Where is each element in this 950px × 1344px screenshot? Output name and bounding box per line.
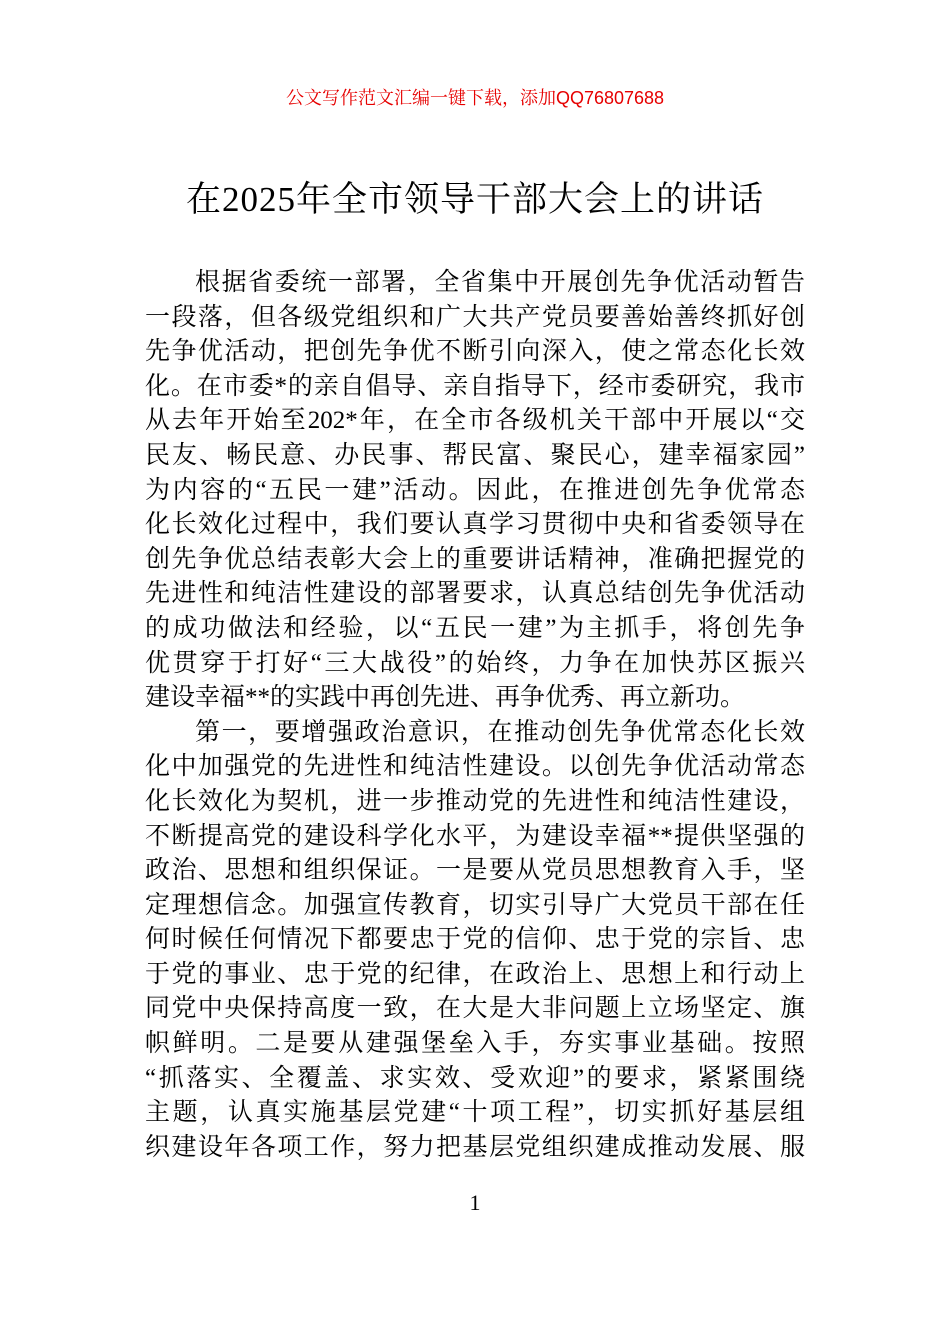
text-line: 定理想信念。加强宣传教育，切实引导广大党员干部在任: [145, 891, 805, 919]
text-line: 第一，要增强政治意识，在推动创先争优常态化长效: [195, 718, 805, 746]
text-line: 何时候任何情况下都要忠于党的信仰、忠于党的宗旨、忠: [145, 926, 805, 954]
text-line: 优贯穿于打好“三大战役”的始终，力争在加快苏区振兴: [145, 649, 805, 677]
text-line: 先争优活动，把创先争优不断引向深入，使之常态化长效: [145, 338, 805, 366]
text-line: 于党的事业、忠于党的纪律，在政治上、思想上和行动上: [145, 960, 805, 988]
text-line: 一段落，但各级党组织和广大共产党员要善始善终抓好创: [145, 303, 805, 331]
page-number: 1: [469, 1190, 481, 1215]
text-line: 帜鲜明。二是要从建强堡垒入手，夯实事业基础。按照: [145, 1030, 805, 1058]
text-line: 创先争优总结表彰大会上的重要讲话精神，准确把握党的: [145, 545, 805, 573]
text-line: 从去年开始至202*年，在全市各级机关干部中开展以“交: [145, 407, 805, 435]
text-line: 主题，认真实施基层党建“十项工程”，切实抓好基层组: [145, 1099, 805, 1127]
text-line: 同党中央保持高度一致，在大是大非问题上立场坚定、旗: [145, 995, 805, 1023]
text-line: 化中加强党的先进性和纯洁性建设。以创先争优活动常态: [145, 753, 805, 781]
document-title: 在2025年全市领导干部大会上的讲话: [185, 180, 764, 219]
text-line: 民友、畅民意、办民事、帮民富、聚民心，建幸福家园”: [145, 441, 805, 469]
paragraph-2: [145, 716, 805, 1166]
text-line: 织建设年各项工作，努力把基层党组织建成推动发展、服: [145, 1133, 805, 1161]
text-line: 建设幸福**的实践中再创先进、再争优秀、再立新功。: [145, 684, 746, 712]
text-line: 化长效化为契机，进一步推动党的先进性和纯洁性建设，: [145, 787, 805, 815]
document-body: [145, 266, 805, 1165]
text-line: 根据省委统一部署，全省集中开展创先争优活动暂告: [195, 269, 805, 296]
text-line: “抓落实、全覆盖、求实效、受欢迎”的要求，紧紧围绕: [145, 1064, 805, 1092]
text-line: 不断提高党的建设科学化水平，为建设幸福**提供坚强的: [145, 822, 805, 850]
text-line: 政治、思想和组织保证。一是要从党员思想教育入手，坚: [145, 857, 805, 885]
text-line: 的成功做法和经验，以“五民一建”为主抓手，将创先争: [145, 614, 805, 642]
paragraph-1: [145, 266, 805, 716]
watermark-header: 公文写作范文汇编一键下载，添加QQ76807688: [285, 88, 665, 108]
text-line: 为内容的“五民一建”活动。因此，在推进创先争优常态: [145, 476, 805, 504]
text-line: 先进性和纯洁性建设的部署要求，认真总结创先争优活动: [145, 580, 805, 608]
text-line: 化长效化过程中，我们要认真学习贯彻中央和省委领导在: [145, 511, 805, 539]
text-line: 化。在市委*的亲自倡导、亲自指导下，经市委研究，我市: [145, 372, 805, 400]
